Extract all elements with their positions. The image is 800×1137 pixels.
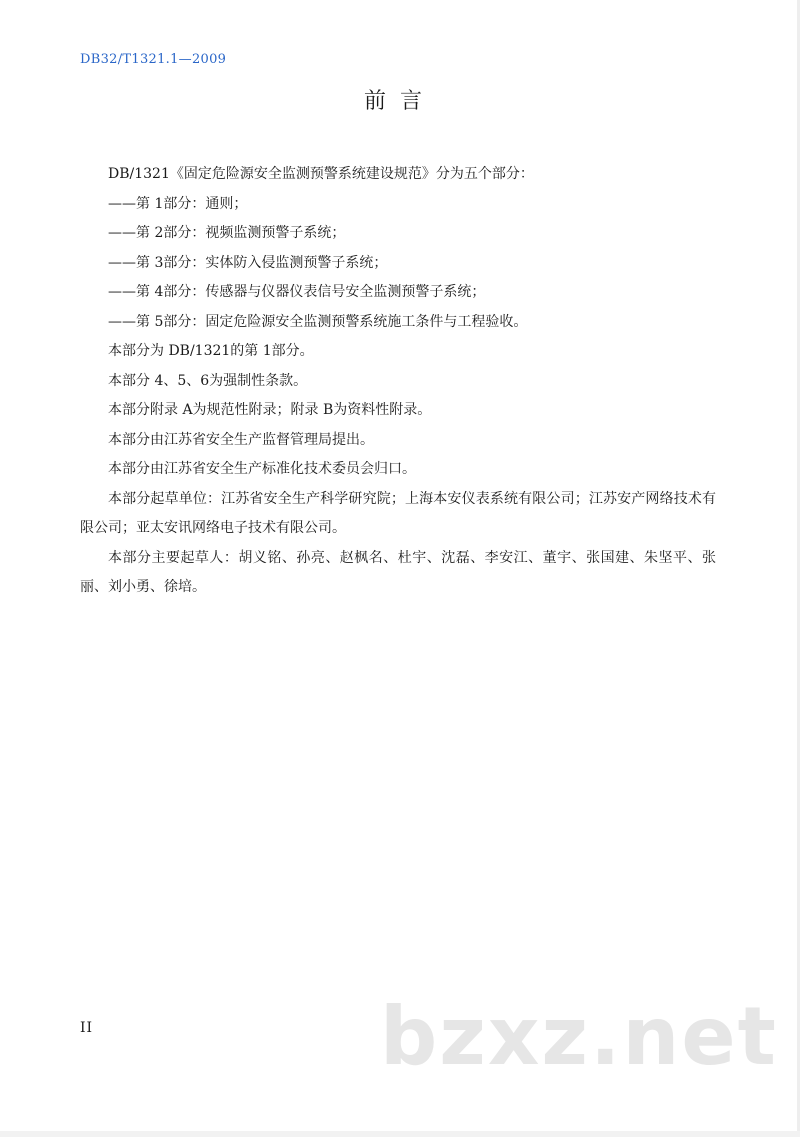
paragraph: 本部分为 DB/1321的第 1部分。 xyxy=(108,343,314,359)
foreword-body xyxy=(80,160,716,603)
paragraph: 本部分起草单位：江苏省安全生产科学研究院；上海本安仪表系统有限公司；江苏安产网络技术有限公司；亚太安讯网络电子技术有限公司。 xyxy=(80,490,716,536)
page-title: 前言 xyxy=(363,89,436,114)
paragraph: ——第 3部分：实体防入侵监测预警子系统； xyxy=(108,254,388,271)
bottom-edge xyxy=(0,1131,800,1137)
paragraph: 本部分由江苏省安全生产标准化技术委员会归口。 xyxy=(108,461,416,477)
paragraph: 本部分附录 A为规范性附录；附录 B为资料性附录。 xyxy=(108,402,432,418)
watermark: bzxz.net xyxy=(380,990,778,1083)
paragraph: ——第 5部分：固定危险源安全监测预警系统施工条件与工程验收。 xyxy=(108,313,528,330)
paragraph: 本部分由江苏省安全生产监督管理局提出。 xyxy=(108,431,374,448)
paragraph: DB/1321《固定危险源安全监测预警系统建设规范》分为五个部分： xyxy=(108,166,534,182)
page-number: II xyxy=(80,1020,94,1036)
paragraph: 本部分 4、5、6为强制性条款。 xyxy=(108,372,308,389)
paragraph: 本部分主要起草人：胡义铭、孙亮、赵枫名、杜宇、沈磊、李安江、董宇、张国建、朱坚平、张丽、刘小勇、徐培。 xyxy=(80,549,716,595)
document-code: DB32/T1321.1—2009 xyxy=(80,52,227,67)
paragraph: ——第 4部分：传感器与仪器仪表信号安全监测预警子系统； xyxy=(108,284,486,300)
paragraph: ——第 1部分：通则； xyxy=(108,195,248,212)
paragraph: ——第 2部分：视频监测预警子系统； xyxy=(108,225,346,241)
